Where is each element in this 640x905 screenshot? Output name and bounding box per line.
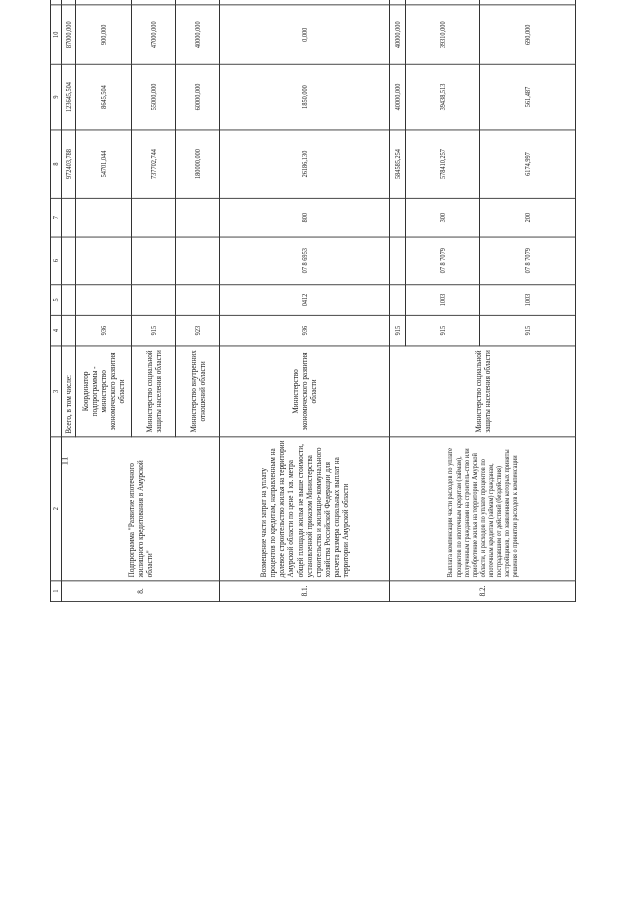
measure-name: Возмещение части затрат на уплату процентов по кредитам, направленным на долевое строительство жилья на территории Амурской области по цене 1 кв. метра общей площади жилья не выше стоимости, установленной приказом Министерства строительства и жилищно-коммунального хозяйства Российской Федерации для расчета размера социальных выплат на территории Амурской области — [220, 437, 390, 581]
subprogram-total-row — [62, 0, 76, 602]
amount-cell: 561,487 — [480, 64, 576, 129]
rz-cell: 1003 — [406, 285, 480, 316]
amount-cell — [76, 0, 132, 5]
col-num: 4 — [51, 315, 62, 346]
cs-cell: 07 8 7079 — [406, 237, 480, 285]
measure-total-row — [390, 0, 406, 602]
cs-cell: 07 8 6953 — [220, 237, 390, 285]
code-cell: 923 — [176, 315, 220, 346]
amount-cell: 1850,000 — [220, 64, 390, 129]
column-number-row — [51, 0, 62, 602]
amount-cell: 47000,000 — [132, 5, 176, 64]
amount-cell: 26186,130 — [220, 130, 390, 199]
vr-cell — [390, 199, 406, 237]
col-num: 3 — [51, 346, 62, 437]
code-cell: 915 — [480, 315, 576, 346]
rz-cell: 0412 — [220, 285, 390, 316]
rz-cell: 1003 — [480, 285, 576, 316]
cs-cell: 07 8 7079 — [480, 237, 576, 285]
code-cell: 936 — [76, 315, 132, 346]
cs-cell — [132, 237, 176, 285]
cs-cell — [76, 237, 132, 285]
col-num: 2 — [51, 437, 62, 581]
amount-cell: 55000,000 — [132, 64, 176, 129]
vr-cell: 300 — [406, 199, 480, 237]
vr-cell — [62, 199, 76, 237]
amount-cell: 180000,000 — [176, 130, 220, 199]
amount-cell: 54701,044 — [76, 130, 132, 199]
col-num: 6 — [51, 237, 62, 285]
col-num: 10 — [51, 5, 62, 64]
amount-cell: 690,000 — [480, 5, 576, 64]
amount-cell: 123645,504 — [62, 64, 76, 129]
cs-cell — [390, 237, 406, 285]
vr-cell — [176, 199, 220, 237]
executor-name: Министерство социальной защиты населения области — [390, 346, 576, 437]
finance-table — [50, 0, 576, 602]
col-num: 7 — [51, 199, 62, 237]
code-cell: 915 — [132, 315, 176, 346]
amount-cell: 60000,000 — [176, 64, 220, 129]
amount-cell: 40000,000 — [390, 5, 406, 64]
amount-cell — [176, 0, 220, 5]
rz-cell — [390, 285, 406, 316]
amount-cell: 584585,254 — [390, 130, 406, 199]
amount-cell — [390, 0, 406, 5]
executor-name: Координатор подпрограммы - министерство экономического развития области — [76, 346, 132, 437]
amount-cell — [480, 0, 576, 5]
row-number: 8. — [62, 580, 220, 601]
code-cell: 915 — [390, 315, 406, 346]
amount-cell: 972403,788 — [62, 130, 76, 199]
amount-cell: 39438,513 — [406, 64, 480, 129]
col-num: 9 — [51, 64, 62, 129]
amount-cell: 87000,000 — [62, 5, 76, 64]
total-label: Всего, в том числе: — [62, 346, 76, 437]
executor-name: Министерство внутренних отношений области — [176, 346, 220, 437]
measure-name: Выплата компенсации части расходов по уплате процентов по ипотечным кредитам (займам), полученным гражданами на строитель-ство или приобретение жилья на территории Амурской области, и расходов по уплате процентов по ипотечным кредитам (займам) гражданам, пострадавшим от действий (бездействия) застройщиков, по заявлениям которых приняты решения о принятии расходов к компенсации — [390, 437, 576, 581]
amount-cell: 578410,257 — [406, 130, 480, 199]
executor-name: Министерство экономического развития области — [220, 346, 390, 437]
code-cell: 936 — [220, 315, 390, 346]
rz-cell — [176, 285, 220, 316]
amount-cell — [220, 0, 390, 5]
vr-cell — [76, 199, 132, 237]
col-num: 1 — [51, 580, 62, 601]
code-cell: 915 — [406, 315, 480, 346]
subprogram-name: Подпрограмма "Развитие ипотечного жилищного кредитования в Амурской области" — [62, 437, 220, 581]
amount-cell — [62, 0, 76, 5]
vr-cell: 800 — [220, 199, 390, 237]
amount-cell: 0,000 — [220, 5, 390, 64]
program-finance-table — [50, 0, 610, 602]
measure-row — [220, 0, 390, 602]
rz-cell — [76, 285, 132, 316]
vr-cell: 200 — [480, 199, 576, 237]
rz-cell — [132, 285, 176, 316]
amount-cell: 39310,000 — [406, 5, 480, 64]
amount-cell — [406, 0, 480, 5]
cs-cell — [62, 237, 76, 285]
col-num — [51, 0, 62, 5]
amount-cell: 900,000 — [76, 5, 132, 64]
col-num: 8 — [51, 130, 62, 199]
amount-cell: 6174,997 — [480, 130, 576, 199]
code-cell — [62, 315, 76, 346]
page-number: 11 — [59, 456, 70, 466]
amount-cell — [132, 0, 176, 5]
rz-cell — [62, 285, 76, 316]
executor-name: Министерство социальной защиты населения области — [132, 346, 176, 437]
col-num: 5 — [51, 285, 62, 316]
cs-cell — [176, 237, 220, 285]
amount-cell: 737702,744 — [132, 130, 176, 199]
row-number: 8.2. — [390, 580, 576, 601]
amount-cell: 40000,000 — [176, 5, 220, 64]
row-number: 8.1. — [220, 580, 390, 601]
amount-cell: 40000,000 — [390, 64, 406, 129]
vr-cell — [132, 199, 176, 237]
amount-cell: 8645,504 — [76, 64, 132, 129]
